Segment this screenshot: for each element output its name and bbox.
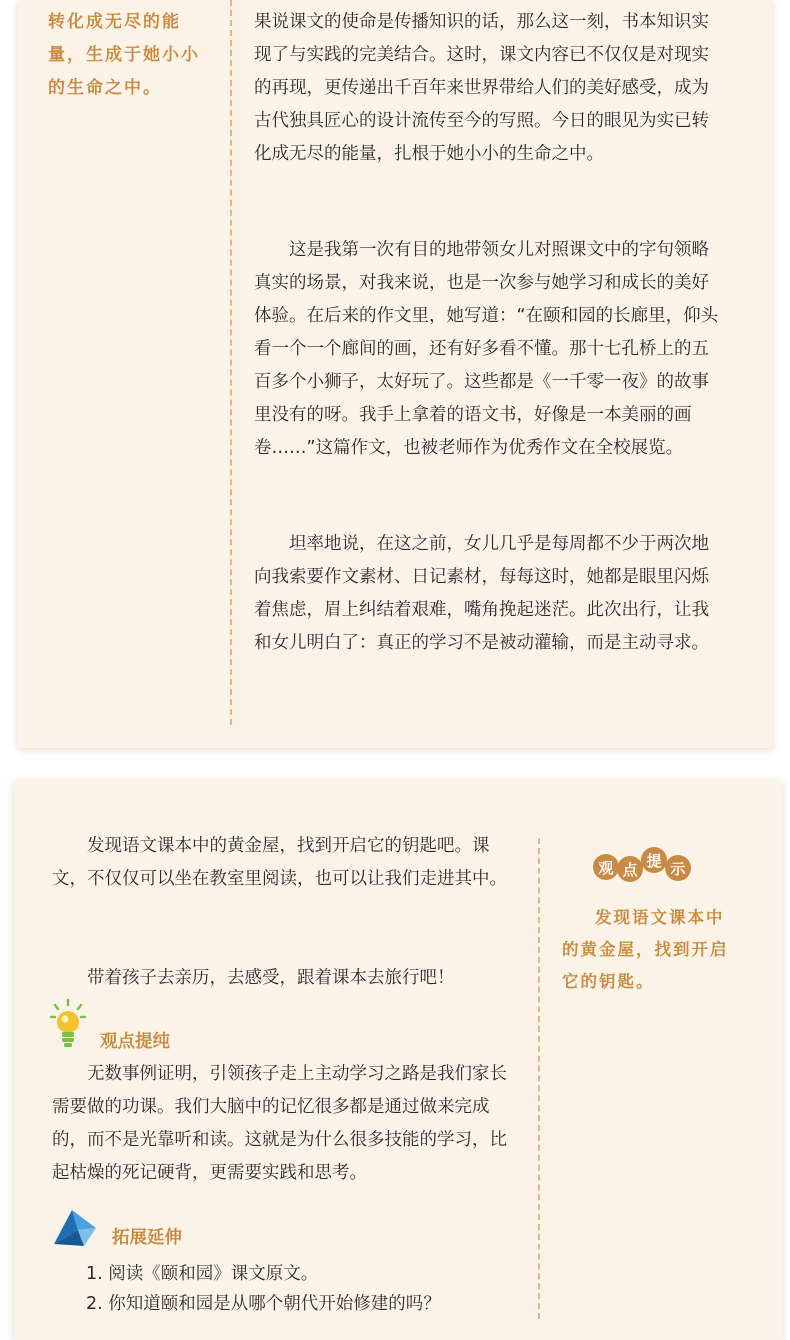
body-paragraph-2: 这是我第一次有目的地带领女儿对照课文中的字句领略真实的场景，对我来说，也是一次参与她学习和成长的美好体验。在后来的作文里，她写道：“在颐和园的长廊里，仰头看一个一个廊间的画，还有好多看不懂。那十七孔桥上的五百多个小狮子，太好玩了。这些都是《一千零一夜》的故事里没有的呀。我手上拿着的语文书，好像是一本美丽的画卷……”这篇作文，也被老师作为优秀作文在全校展览。 <box>254 240 719 458</box>
section-title-viewpoint: 观点提纯 <box>100 1032 170 1052</box>
badge-char-2: 点 <box>622 861 638 879</box>
intro-paragraph: 发现语文课本中的黄金屋，找到开启它的钥匙吧。课文，不仅仅可以坐在教室里阅读，也可以让我们走进其中。 <box>52 836 507 889</box>
travel-paragraph: 带着孩子去亲历，去感受，跟着课本去旅行吧！ <box>87 968 455 988</box>
badge-char-3: 提 <box>646 852 662 870</box>
body-paragraph-1: 果说课文的使命是传播知识的话，那么这一刻，书本知识实现了与实践的完美结合。这时，课文内容已不仅仅是对现实的再现，更传递出千百年来世界带给人们的美好感受，成为古代独具匠心的设计流传至今的写照。今日的眼见为实已转化成无尽的能量，扎根于她小小的生命之中。 <box>254 12 709 164</box>
badge-char-4: 示 <box>670 860 686 878</box>
viewpoint-tip-badge <box>592 842 692 884</box>
section-title-extension: 拓展延伸 <box>112 1228 182 1248</box>
viewpoint-paragraph: 无数事例证明，引领孩子走上主动学习之路是我们家长需要做的功课。我们大脑中的记忆很多都是通过做来完成的，而不是光靠听和读。这就是为什么很多技能的学习，比起枯燥的死记硬背，更需要实践和思考。 <box>52 1064 507 1183</box>
dashed-divider-bottom <box>538 838 540 1319</box>
extension-item-2: 2. 你知道颐和园是从哪个朝代开始修建的吗？ <box>86 1294 441 1314</box>
lightbulb-icon <box>50 998 86 1050</box>
side-note-bottom: 发现语文课本中的黄金屋，找到开启它的钥匙。 <box>562 908 729 991</box>
extension-item-1: 1. 阅读《颐和园》课文原文。 <box>86 1264 319 1284</box>
origami-bird-icon <box>50 1208 100 1248</box>
side-note-top: 转化成无尽的能量，生成于她小小的生命之中。 <box>48 12 200 98</box>
badge-char-1: 观 <box>598 859 614 877</box>
badge-circles <box>592 842 692 884</box>
body-paragraph-3: 坦率地说，在这之前，女儿几乎是每周都不少于两次地向我索要作文素材、日记素材，每每这时，她都是眼里闪烁着焦虑，眉上纠结着艰难，嘴角挽起迷茫。此次出行，让我和女儿明白了：真正的学习不是被动灌输，而是主动寻求。 <box>254 534 709 653</box>
dashed-divider-top <box>230 0 232 725</box>
